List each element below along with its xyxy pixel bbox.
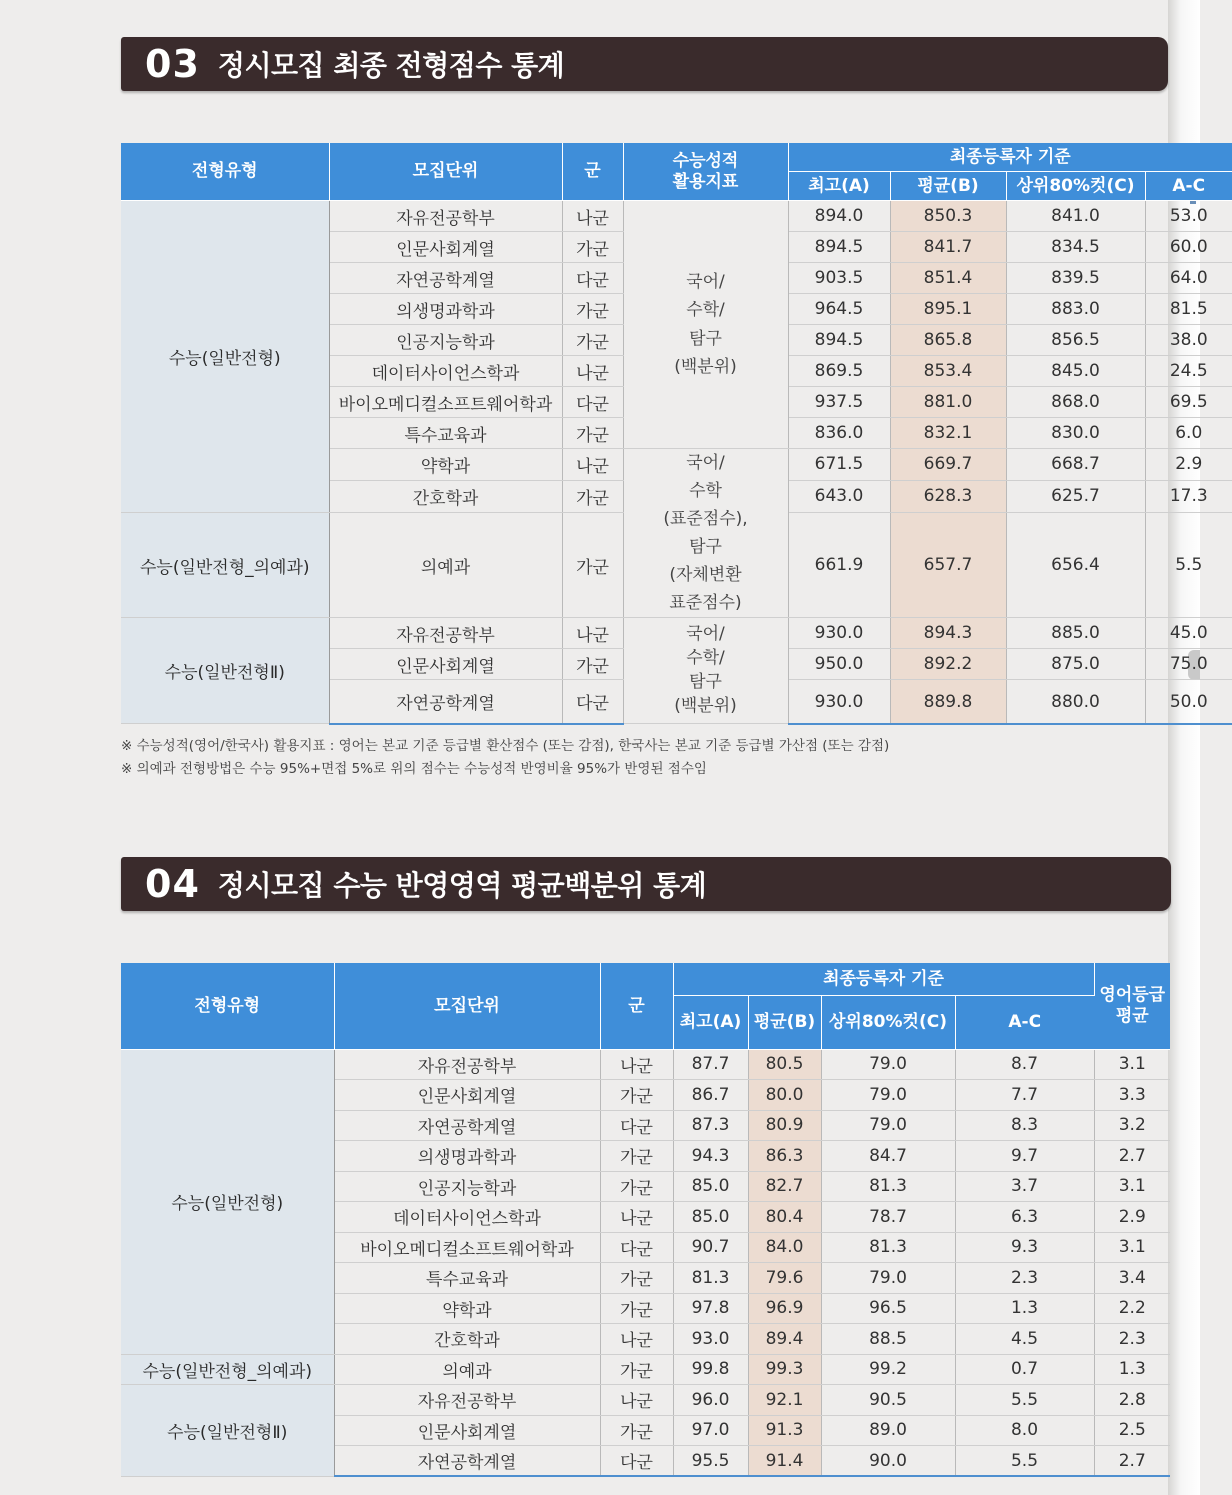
- avg-cell: 80.0: [748, 1080, 821, 1111]
- row-group-label: 수능(일반전형Ⅱ): [121, 1385, 334, 1477]
- unit-cell: 간호학과: [329, 480, 562, 512]
- unit-cell: 바이오메디컬소프트웨어학과: [329, 387, 562, 418]
- unit-cell: 자연공학계열: [329, 263, 562, 294]
- col-header-cut: 상위80%컷(C): [821, 995, 955, 1049]
- row-group-label: 수능(일반전형_의예과): [121, 512, 329, 617]
- eng-cell: 3.3: [1094, 1080, 1170, 1111]
- max-cell: 96.0: [673, 1385, 748, 1416]
- diff-cell: 2.3: [955, 1263, 1094, 1294]
- avg-cell: 80.5: [748, 1049, 821, 1080]
- unit-cell: 인공지능학과: [334, 1171, 600, 1202]
- unit-cell: 데이터사이언스학과: [334, 1202, 600, 1233]
- group-cell: 나군: [562, 356, 623, 387]
- cut-cell: 885.0: [1006, 618, 1145, 649]
- cut-cell: 875.0: [1006, 649, 1145, 680]
- avg-cell: 79.6: [748, 1263, 821, 1294]
- group-cell: 가군: [562, 232, 623, 263]
- max-cell: 643.0: [788, 480, 890, 512]
- diff-cell: 9.3: [955, 1232, 1094, 1263]
- group-cell: 다군: [562, 387, 623, 418]
- metric-cell: 국어/ 수학 (표준점수), 탐구 (자체변환 표준점수): [623, 449, 788, 618]
- col-header-type: 전형유형: [121, 963, 334, 1049]
- eng-cell: 3.2: [1094, 1110, 1170, 1141]
- unit-cell: 자연공학계열: [334, 1446, 600, 1477]
- avg-cell: 86.3: [748, 1141, 821, 1172]
- unit-cell: 데이터사이언스학과: [329, 356, 562, 387]
- avg-cell: 80.4: [748, 1202, 821, 1233]
- unit-cell: 인문사회계열: [334, 1080, 600, 1111]
- section-03-title: 정시모집 최종 전형점수 통계: [217, 49, 565, 82]
- group-cell: 나군: [600, 1324, 673, 1355]
- unit-cell: 인문사회계열: [329, 232, 562, 263]
- group-cell: 가군: [562, 512, 623, 617]
- max-cell: 869.5: [788, 356, 890, 387]
- col-header-diff: A-C: [1145, 172, 1232, 201]
- avg-cell: 84.0: [748, 1232, 821, 1263]
- row-group-label: 수능(일반전형): [121, 1049, 334, 1354]
- avg-cell: 99.3: [748, 1354, 821, 1385]
- group-cell: 다군: [600, 1110, 673, 1141]
- col-header-diff: A-C: [955, 995, 1094, 1049]
- row-group-label: 수능(일반전형_의예과): [121, 1354, 334, 1385]
- diff-cell: 17.3: [1145, 480, 1232, 512]
- cut-cell: 625.7: [1006, 480, 1145, 512]
- final-score-table: [121, 143, 1232, 725]
- eng-cell: 3.1: [1094, 1232, 1170, 1263]
- max-cell: 87.7: [673, 1049, 748, 1080]
- eng-cell: 2.8: [1094, 1385, 1170, 1416]
- unit-cell: 자연공학계열: [334, 1110, 600, 1141]
- max-cell: 97.8: [673, 1293, 748, 1324]
- max-cell: 950.0: [788, 649, 890, 680]
- cut-cell: 81.3: [821, 1171, 955, 1202]
- diff-cell: 0.7: [955, 1354, 1094, 1385]
- max-cell: 85.0: [673, 1171, 748, 1202]
- col-header-final: 최종등록자 기준: [673, 963, 1094, 995]
- eng-cell: 1.3: [1094, 1354, 1170, 1385]
- cut-cell: 668.7: [1006, 449, 1145, 481]
- max-cell: 86.7: [673, 1080, 748, 1111]
- section-03-number: 03: [145, 42, 200, 86]
- max-cell: 99.8: [673, 1354, 748, 1385]
- cut-cell: 839.5: [1006, 263, 1145, 294]
- unit-cell: 의예과: [329, 512, 562, 617]
- diff-cell: 6.0: [1145, 418, 1232, 449]
- cut-cell: 841.0: [1006, 201, 1145, 232]
- unit-cell: 약학과: [334, 1293, 600, 1324]
- unit-cell: 의예과: [334, 1354, 600, 1385]
- unit-cell: 자유전공학부: [329, 618, 562, 649]
- max-cell: 930.0: [788, 680, 890, 724]
- note-line: ※ 의예과 전형방법은 수능 95%+면접 5%로 위의 점수는 수능성적 반영비율 95%가 반영된 점수임: [121, 761, 707, 777]
- eng-cell: 2.2: [1094, 1293, 1170, 1324]
- diff-cell: 50.0: [1145, 680, 1232, 724]
- cut-cell: 79.0: [821, 1049, 955, 1080]
- max-cell: 937.5: [788, 387, 890, 418]
- max-cell: 661.9: [788, 512, 890, 617]
- cut-cell: 868.0: [1006, 387, 1145, 418]
- group-cell: 다군: [562, 263, 623, 294]
- col-header-group: 군: [562, 143, 623, 201]
- max-cell: 894.0: [788, 201, 890, 232]
- cut-cell: 79.0: [821, 1263, 955, 1294]
- cut-cell: 99.2: [821, 1354, 955, 1385]
- cut-cell: 96.5: [821, 1293, 955, 1324]
- eng-cell: 3.1: [1094, 1171, 1170, 1202]
- metric-cell: 국어/ 수학/ 탐구 (백분위): [623, 201, 788, 449]
- unit-cell: 특수교육과: [329, 418, 562, 449]
- unit-cell: 자유전공학부: [334, 1049, 600, 1080]
- avg-cell: 628.3: [890, 480, 1006, 512]
- cut-cell: 856.5: [1006, 325, 1145, 356]
- cut-cell: 84.7: [821, 1141, 955, 1172]
- group-cell: 나군: [562, 618, 623, 649]
- max-cell: 93.0: [673, 1324, 748, 1355]
- diff-cell: 24.5: [1145, 356, 1232, 387]
- diff-cell: 3.7: [955, 1171, 1094, 1202]
- row-group-label: 수능(일반전형Ⅱ): [121, 618, 329, 724]
- note-line: ※ 수능성적(영어/한국사) 활용지표 : 영어는 본교 기준 등급별 환산점수 (또는 감점), 한국사는 본교 기준 등급별 가산점 (또는 감점): [121, 738, 890, 754]
- cut-cell: 90.0: [821, 1446, 955, 1477]
- section-04-header: [121, 857, 1171, 911]
- unit-cell: 의생명과학과: [334, 1141, 600, 1172]
- group-cell: 가군: [600, 1263, 673, 1294]
- diff-cell: 64.0: [1145, 263, 1232, 294]
- max-cell: 95.5: [673, 1446, 748, 1477]
- cut-cell: 89.0: [821, 1415, 955, 1446]
- avg-cell: 91.4: [748, 1446, 821, 1477]
- group-cell: 가군: [600, 1171, 673, 1202]
- col-header-metric: 수능성적 활용지표: [623, 143, 788, 201]
- diff-cell: 4.5: [955, 1324, 1094, 1355]
- cut-cell: 830.0: [1006, 418, 1145, 449]
- max-cell: 894.5: [788, 325, 890, 356]
- max-cell: 930.0: [788, 618, 890, 649]
- group-cell: 가군: [600, 1141, 673, 1172]
- cut-cell: 845.0: [1006, 356, 1145, 387]
- section-04-title: 정시모집 수능 반영영역 평균백분위 통계: [217, 869, 707, 902]
- col-header-avg: 평균(B): [890, 172, 1006, 201]
- col-header-final: 최종등록자 기준: [788, 143, 1232, 172]
- max-cell: 671.5: [788, 449, 890, 481]
- eng-cell: 2.7: [1094, 1141, 1170, 1172]
- avg-cell: 853.4: [890, 356, 1006, 387]
- unit-cell: 자연공학계열: [329, 680, 562, 724]
- cut-cell: 78.7: [821, 1202, 955, 1233]
- col-header-max: 최고(A): [673, 995, 748, 1049]
- group-cell: 다군: [600, 1232, 673, 1263]
- diff-cell: 75.0: [1145, 649, 1232, 680]
- col-header-eng: 영어등급 평균: [1094, 963, 1170, 1049]
- avg-cell: 841.7: [890, 232, 1006, 263]
- cut-cell: 834.5: [1006, 232, 1145, 263]
- group-cell: 가군: [562, 294, 623, 325]
- cut-cell: 81.3: [821, 1232, 955, 1263]
- avg-cell: 91.3: [748, 1415, 821, 1446]
- max-cell: 85.0: [673, 1202, 748, 1233]
- unit-cell: 의생명과학과: [329, 294, 562, 325]
- diff-cell: 8.0: [955, 1415, 1094, 1446]
- group-cell: 가군: [600, 1354, 673, 1385]
- diff-cell: 2.9: [1145, 449, 1232, 481]
- max-cell: 903.5: [788, 263, 890, 294]
- avg-cell: 895.1: [890, 294, 1006, 325]
- diff-cell: 45.0: [1145, 618, 1232, 649]
- cut-cell: 883.0: [1006, 294, 1145, 325]
- diff-cell: 7.7: [955, 1080, 1094, 1111]
- col-header-unit: 모집단위: [334, 963, 600, 1049]
- avg-cell: 82.7: [748, 1171, 821, 1202]
- eng-cell: 3.1: [1094, 1049, 1170, 1080]
- avg-cell: 832.1: [890, 418, 1006, 449]
- group-cell: 가군: [562, 480, 623, 512]
- group-cell: 나군: [600, 1385, 673, 1416]
- col-header-unit: 모집단위: [329, 143, 562, 201]
- diff-cell: 8.7: [955, 1049, 1094, 1080]
- unit-cell: 자유전공학부: [329, 201, 562, 232]
- group-cell: 다군: [562, 680, 623, 724]
- row-group-label: 수능(일반전형): [121, 201, 329, 513]
- group-cell: 나군: [600, 1202, 673, 1233]
- avg-cell: 894.3: [890, 618, 1006, 649]
- col-header-cut: 상위80%컷(C): [1006, 172, 1145, 201]
- avg-cell: 96.9: [748, 1293, 821, 1324]
- max-cell: 97.0: [673, 1415, 748, 1446]
- notes: [121, 735, 889, 781]
- group-cell: 나군: [600, 1049, 673, 1080]
- diff-cell: 81.5: [1145, 294, 1232, 325]
- group-cell: 가군: [562, 325, 623, 356]
- avg-cell: 881.0: [890, 387, 1006, 418]
- avg-cell: 89.4: [748, 1324, 821, 1355]
- avg-cell: 851.4: [890, 263, 1006, 294]
- diff-cell: 69.5: [1145, 387, 1232, 418]
- group-cell: 가군: [562, 649, 623, 680]
- unit-cell: 인공지능학과: [329, 325, 562, 356]
- eng-cell: 2.9: [1094, 1202, 1170, 1233]
- max-cell: 94.3: [673, 1141, 748, 1172]
- diff-cell: 8.3: [955, 1110, 1094, 1141]
- avg-cell: 850.3: [890, 201, 1006, 232]
- cut-cell: 88.5: [821, 1324, 955, 1355]
- col-header-avg: 평균(B): [748, 995, 821, 1049]
- group-cell: 가군: [600, 1293, 673, 1324]
- unit-cell: 바이오메디컬소프트웨어학과: [334, 1232, 600, 1263]
- diff-cell: 6.3: [955, 1202, 1094, 1233]
- group-cell: 나군: [562, 449, 623, 481]
- metric-cell: 국어/ 수학/ 탐구 (백분위): [623, 618, 788, 724]
- max-cell: 90.7: [673, 1232, 748, 1263]
- avg-cell: 865.8: [890, 325, 1006, 356]
- unit-cell: 인문사회계열: [329, 649, 562, 680]
- col-header-max: 최고(A): [788, 172, 890, 201]
- group-cell: 가군: [600, 1080, 673, 1111]
- max-cell: 894.5: [788, 232, 890, 263]
- cut-cell: 90.5: [821, 1385, 955, 1416]
- unit-cell: 특수교육과: [334, 1263, 600, 1294]
- group-cell: 다군: [600, 1446, 673, 1477]
- diff-cell: 5.5: [955, 1385, 1094, 1416]
- avg-cell: 92.1: [748, 1385, 821, 1416]
- eng-cell: 2.3: [1094, 1324, 1170, 1355]
- group-cell: 가군: [562, 418, 623, 449]
- cut-cell: 880.0: [1006, 680, 1145, 724]
- diff-cell: 53.0: [1145, 201, 1232, 232]
- diff-cell: 5.5: [1145, 512, 1232, 617]
- unit-cell: 약학과: [329, 449, 562, 481]
- max-cell: 964.5: [788, 294, 890, 325]
- cut-cell: 656.4: [1006, 512, 1145, 617]
- max-cell: 81.3: [673, 1263, 748, 1294]
- percentile-table: [121, 963, 1170, 1477]
- diff-cell: 38.0: [1145, 325, 1232, 356]
- avg-cell: 657.7: [890, 512, 1006, 617]
- col-header-type: 전형유형: [121, 143, 329, 201]
- max-cell: 836.0: [788, 418, 890, 449]
- avg-cell: 892.2: [890, 649, 1006, 680]
- eng-cell: 3.4: [1094, 1263, 1170, 1294]
- cut-cell: 79.0: [821, 1110, 955, 1141]
- section-03-header: [121, 37, 1168, 91]
- diff-cell: 60.0: [1145, 232, 1232, 263]
- max-cell: 87.3: [673, 1110, 748, 1141]
- group-cell: 가군: [600, 1415, 673, 1446]
- cut-cell: 79.0: [821, 1080, 955, 1111]
- avg-cell: 80.9: [748, 1110, 821, 1141]
- avg-cell: 889.8: [890, 680, 1006, 724]
- diff-cell: 5.5: [955, 1446, 1094, 1477]
- unit-cell: 인문사회계열: [334, 1415, 600, 1446]
- section-04-number: 04: [145, 862, 200, 906]
- unit-cell: 자유전공학부: [334, 1385, 600, 1416]
- eng-cell: 2.5: [1094, 1415, 1170, 1446]
- avg-cell: 669.7: [890, 449, 1006, 481]
- unit-cell: 간호학과: [334, 1324, 600, 1355]
- diff-cell: 1.3: [955, 1293, 1094, 1324]
- diff-cell: 9.7: [955, 1141, 1094, 1172]
- col-header-group: 군: [600, 963, 673, 1049]
- group-cell: 나군: [562, 201, 623, 232]
- eng-cell: 2.7: [1094, 1446, 1170, 1477]
